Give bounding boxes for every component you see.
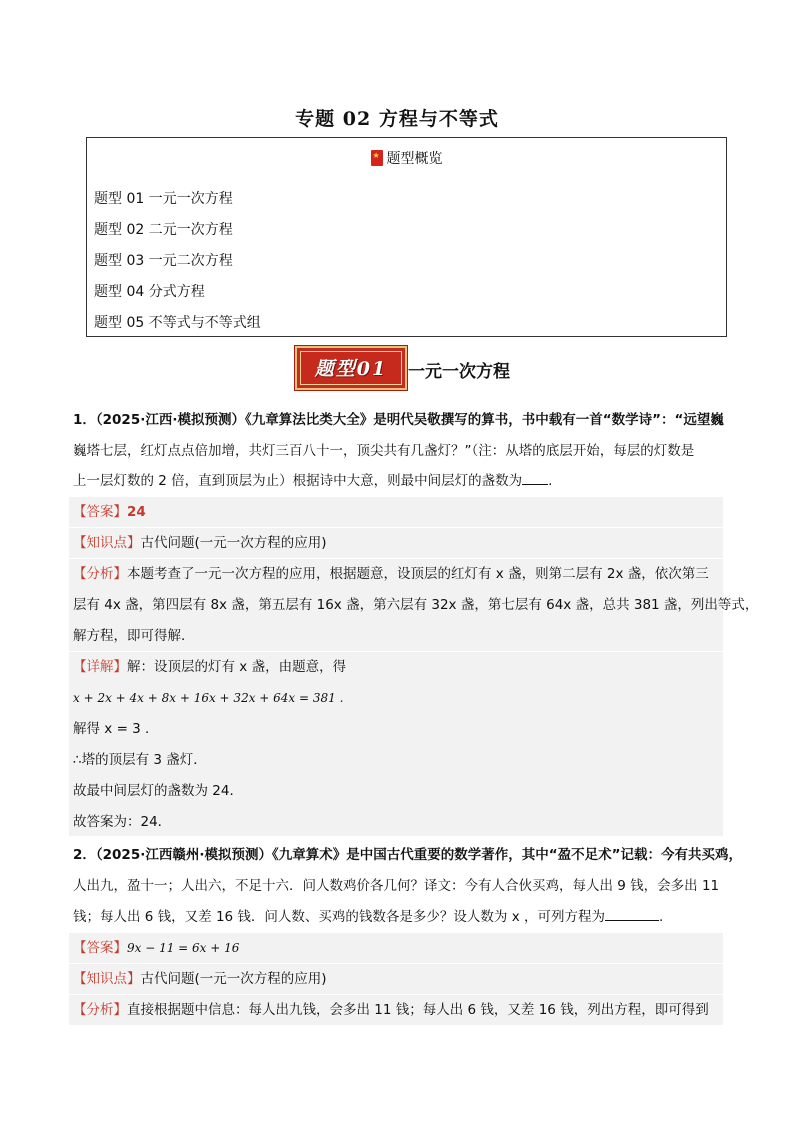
overview-item: 题型 02 二元一次方程 — [94, 222, 233, 238]
q1-final-answer: 故答案为：24． — [73, 814, 172, 830]
overview-heading: ★ 题型概览 — [372, 151, 443, 167]
overview-item: 题型 03 一元二次方程 — [94, 253, 233, 269]
q1-analysis-3: 解方程，即可得解． — [73, 628, 195, 644]
q1-analysis-2: 层有 4x 盏，第四层有 8x 盏，第五层有 16x 盏，第六层有 32x 盏，第七层有 64x 盏，总共 381 盏，列出等式， — [73, 597, 759, 613]
q1-top-layer: ∴塔的顶层有 3 盏灯． — [73, 752, 207, 768]
q1-line-2: 巍塔七层，红灯点点倍加增，共灯三百八十一，顶尖共有几盏灯？”（注：从塔的底层开始，每层的灯数是 — [73, 443, 695, 459]
q1-line-3: 上一层灯数的 2 倍，直到顶层为止）根据诗中大意，则最中间层灯的盏数为 . — [73, 473, 553, 489]
q1-knowledge-point: 【知识点】古代问题(一元一次方程的应用) — [73, 535, 327, 551]
q1-equation: x + 2x + 4x + 8x + 16x + 32x + 64x = 381 . — [73, 691, 344, 705]
page-title: 专题 02 方程与不等式 — [295, 108, 499, 130]
overview-item: 题型 01 一元一次方程 — [94, 191, 233, 207]
q2-analysis-1: 【分析】直接根据题中信息：每人出九钱，会多出 11 钱；每人出 6 钱，又差 16 钱，列出方程，即可得到 — [73, 1002, 709, 1018]
q1-detail: 【详解】解：设顶层的灯有 x 盏，由题意，得 — [73, 659, 347, 675]
answer-blank — [605, 908, 659, 921]
q1-middle-layer: 故最中间层灯的盏数为 24． — [73, 783, 243, 799]
q2-line-1: 2．（2025·江西赣州·模拟预测）《九章算术》是中国古代重要的数学著作，其中“盈不足术”记载：今有共买鸡， — [73, 847, 742, 863]
book-icon: ★ — [371, 150, 383, 166]
q1-analysis-1: 【分析】本题考查了一元一次方程的应用，根据题意，设顶层的红灯有 x 盏，则第二层有 2x 盏，依次第三 — [73, 566, 709, 582]
q1-answer: 【答案】24 — [73, 504, 146, 520]
overview-box — [86, 137, 727, 337]
q2-answer: 【答案】9x − 11 = 6x + 16 — [73, 940, 240, 956]
q2-line-3: 钱；每人出 6 钱，又差 16 钱．问人数、买鸡的钱数各是多少？设人数为 x ，可列方程为 . — [73, 909, 664, 925]
q2-knowledge-point: 【知识点】古代问题(一元一次方程的应用) — [73, 971, 327, 987]
section-badge: 题型01 — [295, 346, 407, 390]
answer-blank — [522, 472, 548, 485]
q1-line-1: 1．（2025·江西·模拟预测）《九章算法比类大全》是明代吴敬撰写的算书，书中载有一首“数学诗”：“远望巍 — [73, 412, 724, 428]
q2-line-2: 人出九，盈十一；人出六，不足十六．问人数鸡价各几何？译文：今有人合伙买鸡，每人出 9 钱，会多出 11 — [73, 878, 720, 894]
q1-solve: 解得 x = 3 . — [73, 721, 150, 737]
overview-item: 题型 04 分式方程 — [94, 284, 205, 300]
section-title: 一元一次方程 — [408, 362, 510, 382]
overview-item: 题型 05 不等式与不等式组 — [94, 315, 261, 331]
